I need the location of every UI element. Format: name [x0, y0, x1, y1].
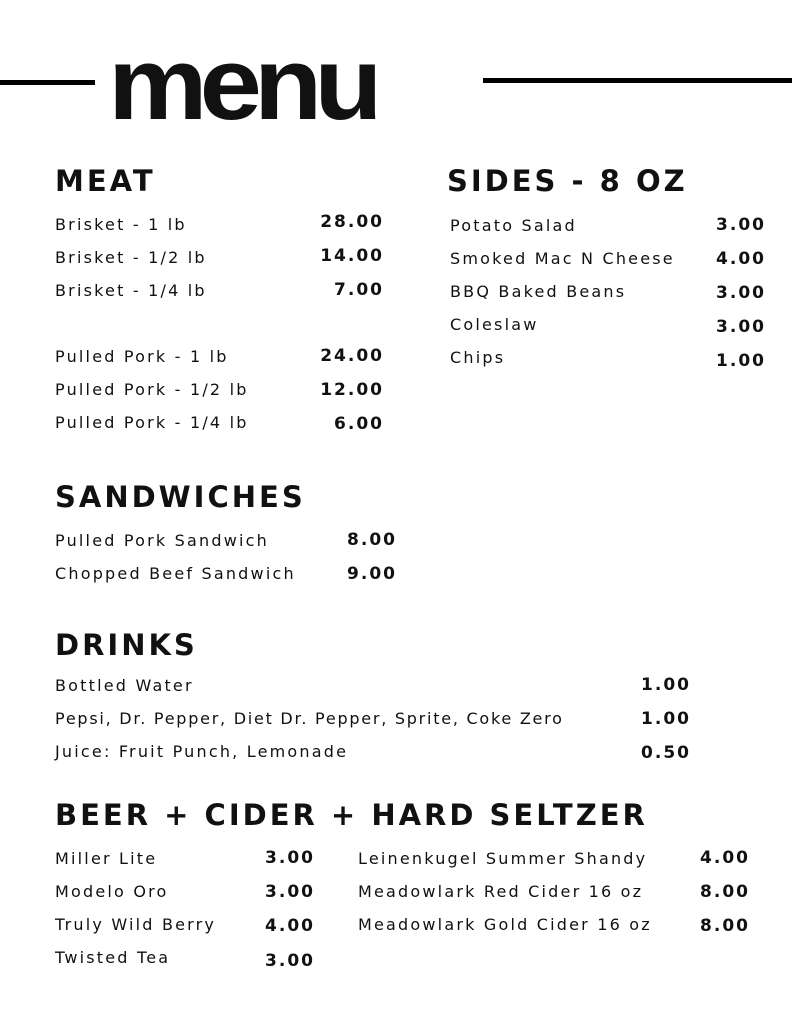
- menu-item-price: 4.00: [716, 249, 766, 269]
- menu-item-name: Pulled Pork - 1/2 lb: [55, 380, 249, 399]
- menu-item-name: Meadowlark Gold Cider 16 oz: [358, 915, 652, 934]
- section-heading-beer: BEER + CIDER + HARD SELTZER: [55, 798, 648, 832]
- menu-item-price: 4.00: [700, 848, 750, 868]
- menu-item-price: 8.00: [700, 916, 750, 936]
- section-heading-sides: SIDES - 8 OZ: [447, 164, 688, 198]
- menu-item-price: 1.00: [716, 351, 766, 371]
- menu-item-name: Meadowlark Red Cider 16 oz: [358, 882, 644, 901]
- menu-item-name: Truly Wild Berry: [55, 915, 217, 934]
- section-heading-sandwiches: SANDWICHES: [55, 480, 306, 514]
- menu-item-name: Potato Salad: [450, 216, 577, 235]
- menu-item-name: Brisket - 1/4 lb: [55, 281, 207, 300]
- menu-item-name: Bottled Water: [55, 676, 194, 695]
- menu-item-name: Modelo Oro: [55, 882, 169, 901]
- menu-item-price: 3.00: [716, 283, 766, 303]
- menu-item-name: Pulled Pork - 1 lb: [55, 347, 229, 366]
- menu-item-price: 14.00: [320, 246, 384, 266]
- menu-item-name: Pulled Pork Sandwich: [55, 531, 270, 550]
- menu-item-name: Brisket - 1 lb: [55, 215, 187, 234]
- title-rule-right: [483, 78, 792, 83]
- section-heading-drinks: DRINKS: [55, 628, 198, 662]
- menu-item-price: 3.00: [265, 882, 315, 902]
- menu-item-name: Juice: Fruit Punch, Lemonade: [55, 742, 349, 761]
- section-heading-meat: MEAT: [55, 164, 156, 198]
- menu-item-name: Twisted Tea: [55, 948, 171, 967]
- page-title: menu: [108, 26, 375, 142]
- menu-item-name: Pulled Pork - 1/4 lb: [55, 413, 249, 432]
- menu-item-name: BBQ Baked Beans: [450, 282, 627, 301]
- menu-item-price: 8.00: [700, 882, 750, 902]
- menu-item-price: 12.00: [320, 380, 384, 400]
- menu-item-price: 28.00: [320, 212, 384, 232]
- title-rule-left: [0, 80, 95, 85]
- menu-item-name: Pepsi, Dr. Pepper, Diet Dr. Pepper, Sprite, Coke Zero: [55, 709, 564, 728]
- menu-item-price: 9.00: [347, 564, 397, 584]
- menu-item-price: 3.00: [265, 848, 315, 868]
- menu-item-price: 24.00: [320, 346, 384, 366]
- menu-item-price: 0.50: [641, 743, 691, 763]
- menu-item-name: Coleslaw: [450, 315, 539, 334]
- menu-item-name: Miller Lite: [55, 849, 158, 868]
- menu-item-price: 1.00: [641, 709, 691, 729]
- menu-item-price: 1.00: [641, 675, 691, 695]
- menu-item-price: 3.00: [716, 215, 766, 235]
- menu-item-name: Chopped Beef Sandwich: [55, 564, 296, 583]
- menu-item-name: Chips: [450, 348, 506, 367]
- menu-item-price: 3.00: [265, 951, 315, 971]
- menu-item-price: 6.00: [334, 414, 384, 434]
- menu-item-price: 8.00: [347, 530, 397, 550]
- menu-item-price: 4.00: [265, 916, 315, 936]
- menu-item-name: Smoked Mac N Cheese: [450, 249, 675, 268]
- menu-item-name: Leinenkugel Summer Shandy: [358, 849, 648, 868]
- menu-item-price: 3.00: [716, 317, 766, 337]
- menu-item-name: Brisket - 1/2 lb: [55, 248, 207, 267]
- menu-item-price: 7.00: [334, 280, 384, 300]
